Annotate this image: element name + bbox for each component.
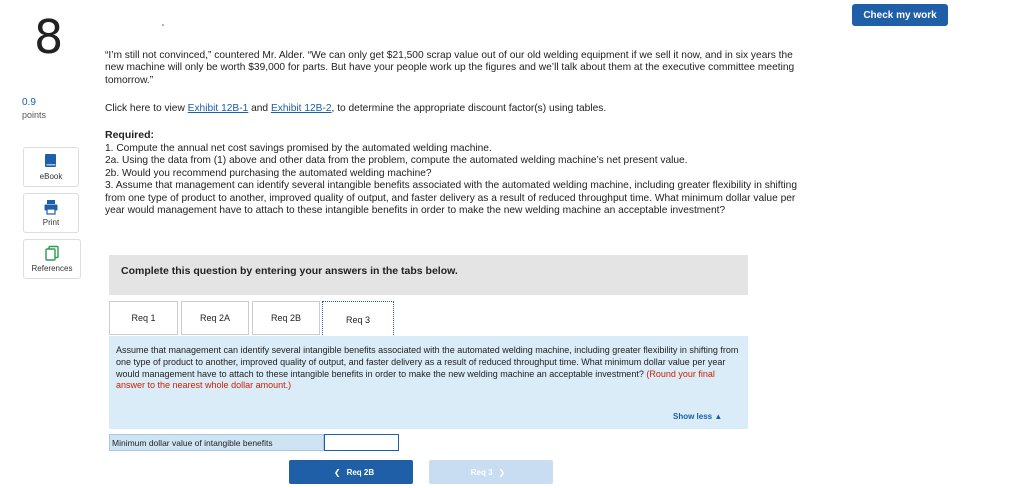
required-heading: Required: xyxy=(105,129,155,141)
required-item-1: 1. Compute the annual net cost savings promised by the automated welding machine. xyxy=(105,143,492,154)
tab-req-2a[interactable]: Req 2A xyxy=(181,301,249,335)
tab-req-2b[interactable]: Req 2B xyxy=(252,301,320,335)
print-button[interactable] xyxy=(23,193,79,233)
question-number: 8 xyxy=(34,10,64,64)
chevron-right-icon: ❯ xyxy=(498,467,506,477)
points-label: points xyxy=(22,110,47,120)
show-less-link[interactable] xyxy=(673,412,722,421)
rounding-instruction: (Round your final answer to the nearest whole dollar amount.) xyxy=(116,368,715,391)
show-less-label: Show less xyxy=(673,412,713,421)
exhibit-suffix: , to determine the appropriate discount factor(s) using tables. xyxy=(331,103,607,114)
problem-intro-text: “I’m still not convinced,” countered Mr. Alder. “We can only get $21,500 scrap value out of our old welding equipment if we sell it now, and in six years the new machine will only be worth $39,000 for parts. But have your people work up the figures and we’ll talk about them at the executive committee meeting tomorrow.” xyxy=(105,50,795,86)
printer-icon xyxy=(43,199,59,215)
prev-req-button[interactable] xyxy=(289,460,413,484)
exhibit-prefix: Click here to view xyxy=(105,103,188,114)
print-label: Print xyxy=(42,218,60,227)
references-button[interactable] xyxy=(23,239,81,279)
answer-label: Minimum dollar value of intangible benefits xyxy=(109,434,324,451)
ebook-button[interactable] xyxy=(23,147,79,187)
book-icon xyxy=(43,153,59,169)
references-icon xyxy=(44,245,60,261)
tab-content-question: Assume that management can identify several intangible benefits associated with the automated welding machine, including greater flexibility in shifting from one type of product to another, improved quality of output, and faster delivery as a result of reduced throughput time. What minimum dollar value per year would management have to attach to these intangible benefits in order to make the new welding machine an acceptable investment? xyxy=(116,345,739,379)
tabs-panel-title: Complete this question by entering your answers in the tabs below. xyxy=(121,265,458,277)
chevron-left-icon: ❮ xyxy=(333,467,341,477)
ebook-label: eBook xyxy=(39,172,63,181)
points-value: 0.9 xyxy=(22,97,36,108)
required-item-2b: 2b. Would you recommend purchasing the automated welding machine? xyxy=(105,167,432,179)
prev-req-label: Req 2B xyxy=(346,467,375,477)
decorative-dot xyxy=(162,24,164,26)
check-my-work-button[interactable]: Check my work xyxy=(852,4,948,26)
exhibit-12b-2-link[interactable]: Exhibit 12B-2 xyxy=(270,103,332,114)
required-item-2a: 2a. Using the data from (1) above and other data from the problem, compute the automated welding machine’s net present value. xyxy=(105,155,688,167)
exhibit-12b-1-link[interactable]: Exhibit 12B-1 xyxy=(187,103,249,114)
next-req-label: Req 3 xyxy=(470,467,493,477)
tab-req-3[interactable]: Req 3 xyxy=(322,301,394,337)
required-item-3: 3. Assume that management can identify several intangible benefits associated with the automated welding machine, including greater flexibility in shifting from one type of product to another, improved quality of output, and faster delivery as a result of reduced throughput time. What minimum dollar value per year would management have to attach to these intangible benefits in order to make the new welding machine an acceptable investment? xyxy=(105,180,798,217)
next-req-button[interactable] xyxy=(429,460,553,484)
required-list xyxy=(105,143,810,217)
tab-req-1[interactable]: Req 1 xyxy=(109,301,178,335)
tab-content-text xyxy=(116,345,740,392)
exhibit-line xyxy=(105,103,606,114)
references-label: References xyxy=(31,264,73,273)
exhibit-and: and xyxy=(248,103,271,114)
triangle-up-icon: ▲ xyxy=(714,412,723,421)
answer-input[interactable] xyxy=(324,434,399,451)
